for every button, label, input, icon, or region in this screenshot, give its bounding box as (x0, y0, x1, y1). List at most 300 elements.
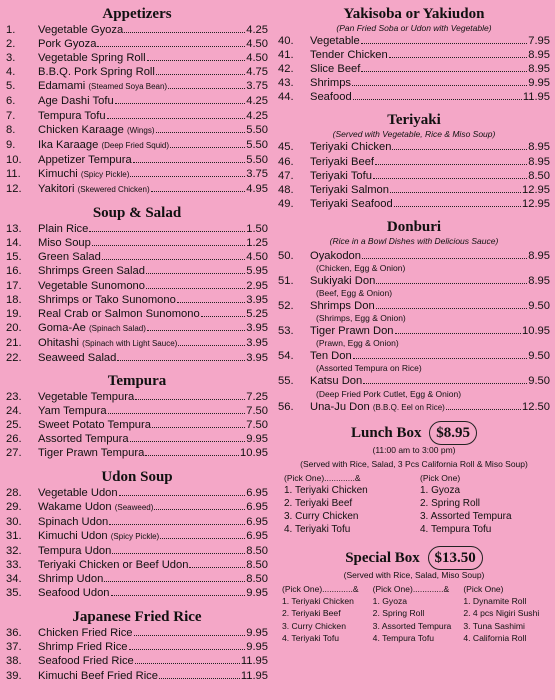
menu-item (6, 123, 268, 138)
menu-item-name (310, 299, 375, 313)
menu-item-number: 23. (6, 391, 22, 404)
menu-item-price: 4.50 (246, 38, 268, 51)
menu-item-price: 3.95 (246, 293, 268, 306)
menu-item (278, 197, 550, 211)
menu-item-name (38, 500, 153, 515)
menu-item-name (38, 486, 118, 500)
menu-item-price: 12.50 (522, 400, 550, 413)
lunch-box-price: $8.95 (429, 421, 477, 445)
menu-item-label: Teriyaki Chicken (310, 141, 392, 154)
menu-item-number: 17. (6, 279, 22, 292)
menu-item (6, 23, 268, 37)
menu-item (6, 544, 268, 558)
dot-leader (115, 103, 246, 104)
menu-item-number: 39. (6, 669, 22, 682)
menu-item-price: 2.95 (246, 279, 268, 292)
lunch-col-a (278, 484, 414, 536)
menu-item (278, 349, 550, 363)
menu-item-price: 9.95 (246, 627, 268, 640)
menu-item (278, 374, 550, 388)
box-option: 2. Teriyaki Beef (284, 497, 353, 509)
special-pick-a: (Pick One).............& (282, 583, 359, 594)
box-option: 4. Teriyaki Tofu (282, 633, 340, 644)
menu-item-price: 1.25 (246, 237, 268, 250)
menu-item-price: 9.95 (528, 77, 550, 90)
menu-item-label: Kimuchi Udon (38, 529, 108, 542)
menu-item-name (38, 182, 150, 197)
dot-leader (375, 164, 527, 165)
dot-leader (362, 258, 527, 259)
menu-item-price: 5.50 (246, 123, 268, 136)
menu-item-price: 8.95 (528, 49, 550, 62)
menu-item-label: Vegetable Sunomono (38, 279, 145, 292)
menu-item-number: 4. (6, 66, 16, 79)
menu-item (6, 486, 268, 500)
menu-item (278, 48, 550, 62)
menu-item-name (310, 197, 393, 211)
menu-item-number: 24. (6, 405, 22, 418)
menu-item-price: 4.50 (246, 52, 268, 65)
menu-item-price: 8.95 (528, 141, 550, 154)
menu-item-note: (Skewered Chicken) (77, 185, 150, 195)
menu-item-note: (Spicy Pickle) (110, 531, 160, 541)
menu-item-label: Vegetable Tempura (38, 391, 135, 404)
menu-item-number: 31. (6, 529, 22, 542)
menu-item (278, 400, 550, 415)
box-option: 1. Teriyaki Chicken (282, 595, 354, 606)
menu-item-price: 8.50 (246, 573, 268, 586)
menu-item-label: B.B.Q. Pork Spring Roll (38, 66, 155, 79)
menu-item-number: 27. (6, 447, 22, 460)
dot-leader (373, 178, 527, 179)
special-pick-c: (Pick One) (463, 583, 504, 594)
menu-item-label: Yam Tempura (38, 405, 107, 418)
special-box-picks (278, 595, 550, 645)
menu-item (6, 182, 268, 197)
menu-item-label: Teriyaki Salmon (310, 183, 389, 196)
menu-item-description: (Chicken, Egg & Onion) (316, 263, 406, 274)
menu-item (6, 264, 268, 278)
menu-item-price: 3.75 (246, 80, 268, 93)
menu-item-name (38, 390, 134, 404)
menu-item (6, 586, 268, 600)
menu-item-number: 22. (6, 351, 22, 364)
menu-item-number: 54. (278, 350, 294, 363)
menu-item-number: 10. (6, 153, 22, 166)
menu-item (6, 222, 268, 236)
menu-item-price: 6.95 (246, 486, 268, 499)
menu-item-label: Vegetable Spring Roll (38, 52, 146, 65)
section-title-tempura: Tempura (107, 373, 167, 390)
dot-leader (156, 132, 246, 133)
menu-item-price: 7.25 (246, 391, 268, 404)
menu-item-name (310, 274, 375, 288)
menu-item-name (310, 34, 360, 48)
dot-leader (389, 57, 527, 58)
menu-item-price: 5.95 (246, 265, 268, 278)
dot-leader (160, 538, 245, 539)
menu-item-description: (Deep Fried Pork Cutlet, Egg & Onion) (316, 388, 462, 399)
menu-item (6, 390, 268, 404)
menu-item-number: 34. (6, 573, 22, 586)
udon-list (6, 486, 268, 601)
box-option: 3. Curry Chicken (284, 510, 359, 522)
menu-item-label: Ten Don (310, 350, 352, 363)
menu-item-number: 28. (6, 486, 22, 499)
menu-item (6, 446, 268, 460)
menu-item (6, 94, 268, 108)
menu-item (6, 515, 268, 529)
menu-item-price: 1.50 (246, 223, 268, 236)
dot-leader (170, 147, 245, 148)
menu-item-price: 11.95 (522, 91, 550, 104)
special-col-b (369, 595, 460, 645)
menu-item-number: 25. (6, 419, 22, 432)
menu-item (6, 654, 268, 668)
dot-leader (134, 635, 246, 636)
menu-item-name (38, 94, 114, 108)
dot-leader (135, 399, 245, 400)
dot-leader (130, 441, 246, 442)
dot-leader (111, 595, 246, 596)
dot-leader (145, 455, 239, 456)
box-option: 4. Tempura Tofu (420, 523, 492, 535)
menu-item-description: (Prawn, Egg & Onion) (316, 338, 399, 349)
box-option: 1. Dynamite Roll (463, 595, 527, 606)
menu-item-price: 9.95 (246, 641, 268, 654)
menu-item-price: 9.95 (246, 587, 268, 600)
menu-item-label: Age Dashi Tofu (38, 95, 114, 108)
menu-item (278, 274, 550, 288)
dot-leader (177, 302, 245, 303)
menu-item-number: 32. (6, 544, 22, 557)
menu-item-price: 10.95 (522, 325, 550, 338)
special-box-title: Special Box (345, 549, 420, 566)
menu-item-number: 15. (6, 251, 22, 264)
dot-leader (201, 316, 246, 317)
menu-item-name (310, 62, 360, 76)
menu-item-name (38, 529, 159, 544)
menu-item-name (310, 169, 372, 183)
menu-item-name (38, 640, 128, 654)
menu-item-label: Tiger Prawn Tempura (38, 447, 145, 460)
menu-item-label: Sukiyaki Don (310, 275, 376, 288)
section-sub-yakisoba: (Pan Fried Soba or Udon with Vegetable) (336, 23, 492, 33)
menu-item-price: 11.95 (240, 669, 268, 682)
menu-item (278, 169, 550, 183)
box-option: 3. Assorted Tempura (420, 510, 512, 522)
menu-item-price: 11.95 (240, 655, 268, 668)
menu-item-label: Seafood Udon (38, 587, 110, 600)
menu-item (6, 293, 268, 307)
dot-leader (395, 333, 521, 334)
menu-item-name (38, 279, 145, 293)
lunch-box-picks (278, 484, 550, 536)
menu-item-price: 8.50 (246, 559, 268, 571)
menu-item-label: Ohitashi (38, 336, 80, 349)
menu-item-label: Shrimps Green Salad (38, 265, 145, 278)
menu-item-label: Tempura Tofu (38, 109, 106, 122)
dot-leader (146, 273, 245, 274)
menu-item-label: Yakitori (38, 183, 75, 196)
menu-item (6, 51, 268, 65)
menu-item-price: 10.95 (240, 447, 268, 460)
special-box-heading (278, 546, 550, 570)
dot-leader (178, 345, 245, 346)
dot-leader (353, 99, 522, 100)
menu-item-price: 9.50 (528, 350, 550, 363)
menu-item (278, 62, 550, 76)
menu-item (6, 404, 268, 418)
menu-item-name (38, 123, 155, 138)
menu-item-label: Plain Rice (38, 223, 89, 236)
menu-item-label: Teriyaki Seafood (310, 197, 393, 210)
tempura-list (6, 390, 268, 460)
special-box-sub: (Served with Rice, Salad, Miso Soup) (343, 569, 485, 580)
menu-item-number: 5. (6, 80, 16, 93)
menu-item-number: 16. (6, 265, 22, 278)
menu-item (6, 79, 268, 94)
menu-item-number: 55. (278, 375, 294, 388)
dot-leader (109, 524, 245, 525)
dot-leader (151, 191, 246, 192)
menu-item-label: Shrimp Udon (38, 573, 104, 586)
dot-leader (168, 88, 245, 89)
menu-item-label: Teriyaki Tofu (310, 169, 372, 182)
menu-item-price: 12.95 (522, 183, 550, 196)
lunch-col-b (414, 484, 550, 536)
menu-item-name (38, 153, 132, 167)
dot-leader (89, 231, 245, 232)
menu-item-number: 44. (278, 91, 294, 104)
menu-item-price: 4.25 (246, 24, 268, 36)
menu-item (278, 324, 550, 338)
menu-item (6, 640, 268, 654)
dot-leader (102, 259, 245, 260)
menu-item-number: 21. (6, 336, 22, 349)
menu-item-price: 12.95 (522, 197, 550, 210)
menu-item-number: 26. (6, 433, 22, 446)
menu-item-price: 5.50 (246, 153, 268, 166)
menu-item-name (310, 90, 352, 104)
dot-leader (117, 360, 245, 361)
menu-item-price: 4.25 (246, 95, 268, 108)
menu-item-label: Spinach Udon (38, 515, 109, 528)
menu-item (278, 183, 550, 197)
menu-item-label: Kimuchi Beef Fried Rice (38, 669, 158, 682)
section-title-teriyaki: Teriyaki (387, 112, 441, 129)
appetizers-list (6, 23, 268, 197)
menu-item-name (38, 79, 167, 94)
menu-item-number: 36. (6, 627, 22, 640)
menu-item-label: Green Salad (38, 251, 101, 264)
menu-item-price: 9.50 (528, 375, 550, 388)
menu-item-label: Edamami (38, 80, 86, 93)
dot-leader (152, 427, 245, 428)
menu-item-price: 9.50 (528, 300, 550, 313)
menu-item-name (38, 404, 107, 418)
menu-item-name (38, 586, 110, 600)
menu-item-label: Chicken Karaage (38, 123, 124, 136)
dot-leader (147, 60, 246, 61)
dot-leader (361, 43, 527, 44)
menu-item-name (310, 400, 445, 415)
menu-item-number: 19. (6, 307, 22, 320)
menu-item-number: 38. (6, 655, 22, 668)
menu-item-name (38, 669, 158, 683)
menu-item-number: 14. (6, 237, 22, 250)
menu-item-number: 47. (278, 169, 294, 182)
menu-item (6, 138, 268, 153)
menu-item-number: 48. (278, 183, 294, 196)
teriyaki-list (278, 140, 550, 210)
menu-item-label: Seaweed Salad (38, 351, 117, 364)
dot-leader (135, 663, 240, 664)
dot-leader (363, 383, 527, 384)
menu-item-price: 3.95 (246, 321, 268, 334)
lunch-box-heading (278, 421, 550, 445)
menu-item-note: (Spinach with Light Sauce) (82, 338, 178, 348)
dot-leader (124, 32, 245, 33)
menu-item-price: 5.25 (246, 307, 268, 320)
menu-item-number: 1. (6, 24, 16, 36)
menu-item-label: Oyakodon (310, 249, 361, 262)
menu-item-label: Vegetable Udon (38, 486, 118, 499)
menu-item-name (38, 654, 134, 668)
menu-item-number: 46. (278, 155, 294, 168)
menu-item-name (310, 48, 388, 62)
dot-leader (353, 358, 528, 359)
dot-leader (159, 678, 240, 679)
menu-item-name (38, 432, 129, 446)
menu-item-name (38, 293, 176, 307)
dot-leader (376, 308, 528, 309)
soup-salad-list (6, 222, 268, 365)
menu-item-label: Shrimp Fried Rice (38, 641, 128, 654)
menu-item-name (38, 222, 88, 236)
menu-item-number: 49. (278, 197, 294, 210)
menu-item-number: 53. (278, 325, 294, 338)
fried-rice-list (6, 626, 268, 682)
lunch-pick-a: (Pick One).............& (284, 472, 361, 483)
menu-item-label: Shrimps (310, 77, 352, 90)
special-col-c (459, 595, 550, 645)
dot-leader (146, 288, 245, 289)
dot-leader (394, 206, 521, 207)
menu-item-number: 7. (6, 109, 16, 122)
menu-item-name (38, 250, 101, 264)
menu-item-name (38, 544, 111, 558)
menu-item-price: 3.75 (246, 167, 268, 180)
menu-item-name (38, 51, 146, 65)
menu-item-label: Tender Chicken (310, 49, 388, 62)
box-option: 2. 4 pcs Nigiri Sushi (463, 608, 540, 619)
menu-item-number: 9. (6, 138, 16, 151)
section-sub-donburi: (Rice in a Bowl Dishes with Delicious Sauce) (329, 235, 499, 246)
dot-leader (361, 71, 527, 72)
menu-item-name (310, 349, 352, 363)
menu-item-price: 4.50 (246, 251, 268, 264)
menu-item-price: 6.95 (246, 529, 268, 542)
box-option: 1. Teriyaki Chicken (284, 484, 368, 496)
menu-item-price: 6.95 (246, 515, 268, 528)
menu-item-name (38, 167, 129, 182)
box-option: 2. Spring Roll (372, 608, 425, 619)
menu-item-note: (Spicy Pickle) (80, 169, 130, 179)
menu-item-name (310, 155, 374, 169)
menu-item-label: Teriyaki Beef (310, 155, 375, 168)
menu-item (6, 109, 268, 123)
dot-leader (108, 413, 246, 414)
menu-item-note: (B.B.Q. Eel on Rice) (372, 402, 445, 412)
dot-leader (107, 118, 246, 119)
dot-leader (112, 553, 245, 554)
menu-item-description: (Beef, Egg & Onion) (316, 288, 393, 299)
lunch-box-pick-heads (278, 473, 550, 484)
menu-item (6, 307, 268, 321)
menu-item-label: Tempura Udon (38, 544, 112, 557)
menu-item (6, 432, 268, 446)
menu-item-number: 41. (278, 49, 294, 62)
dot-leader (352, 85, 527, 86)
menu-item (278, 34, 550, 48)
menu-item-label: Real Crab or Salmon Sunomono (38, 307, 200, 320)
menu-item-name (38, 23, 123, 37)
menu-item-label: Chicken Fried Rice (38, 627, 133, 640)
menu-item (6, 65, 268, 79)
menu-item (6, 167, 268, 182)
menu-item-name (310, 183, 389, 197)
dot-leader (130, 176, 245, 177)
menu-item-price: 4.95 (246, 183, 268, 196)
menu-item (6, 236, 268, 250)
menu-item-name (310, 140, 391, 154)
box-option: 4. Tempura Tofu (372, 633, 434, 644)
menu-item-price: 9.95 (246, 433, 268, 446)
menu-item-note: (Steamed Soya Bean) (88, 82, 168, 92)
section-title-udon: Udon Soup (101, 468, 173, 485)
box-option: 2. Teriyaki Beef (282, 608, 341, 619)
menu-item-note: (Spinach Salad) (88, 323, 146, 333)
box-option: 4. California Roll (463, 633, 527, 644)
dot-leader (97, 46, 245, 47)
menu-item (278, 90, 550, 104)
menu-item-number: 56. (278, 400, 294, 413)
box-option: 3. Curry Chicken (282, 620, 346, 631)
menu-item (6, 37, 268, 51)
menu-item (6, 626, 268, 640)
dot-leader (189, 567, 245, 568)
special-box-price: $13.50 (428, 546, 483, 570)
dot-leader (92, 245, 245, 246)
menu-item (278, 140, 550, 154)
menu-item-number: 2. (6, 38, 16, 51)
menu-item-number: 11. (6, 167, 21, 180)
menu-item-number: 42. (278, 63, 294, 76)
menu-item (6, 558, 268, 572)
menu-item-label: Assorted Tempura (38, 433, 129, 446)
menu-item-number: 40. (278, 35, 294, 47)
menu-item-label: Pork Gyoza (38, 38, 97, 51)
menu-item-number: 50. (278, 249, 294, 262)
menu-item-price: 7.50 (246, 405, 268, 418)
dot-leader (376, 283, 527, 284)
menu-item-price: 8.50 (528, 169, 550, 182)
menu-item-number: 35. (6, 587, 22, 600)
menu-item-price: 8.95 (528, 155, 550, 168)
menu-item-name (38, 37, 96, 51)
menu-item-name (38, 336, 177, 351)
